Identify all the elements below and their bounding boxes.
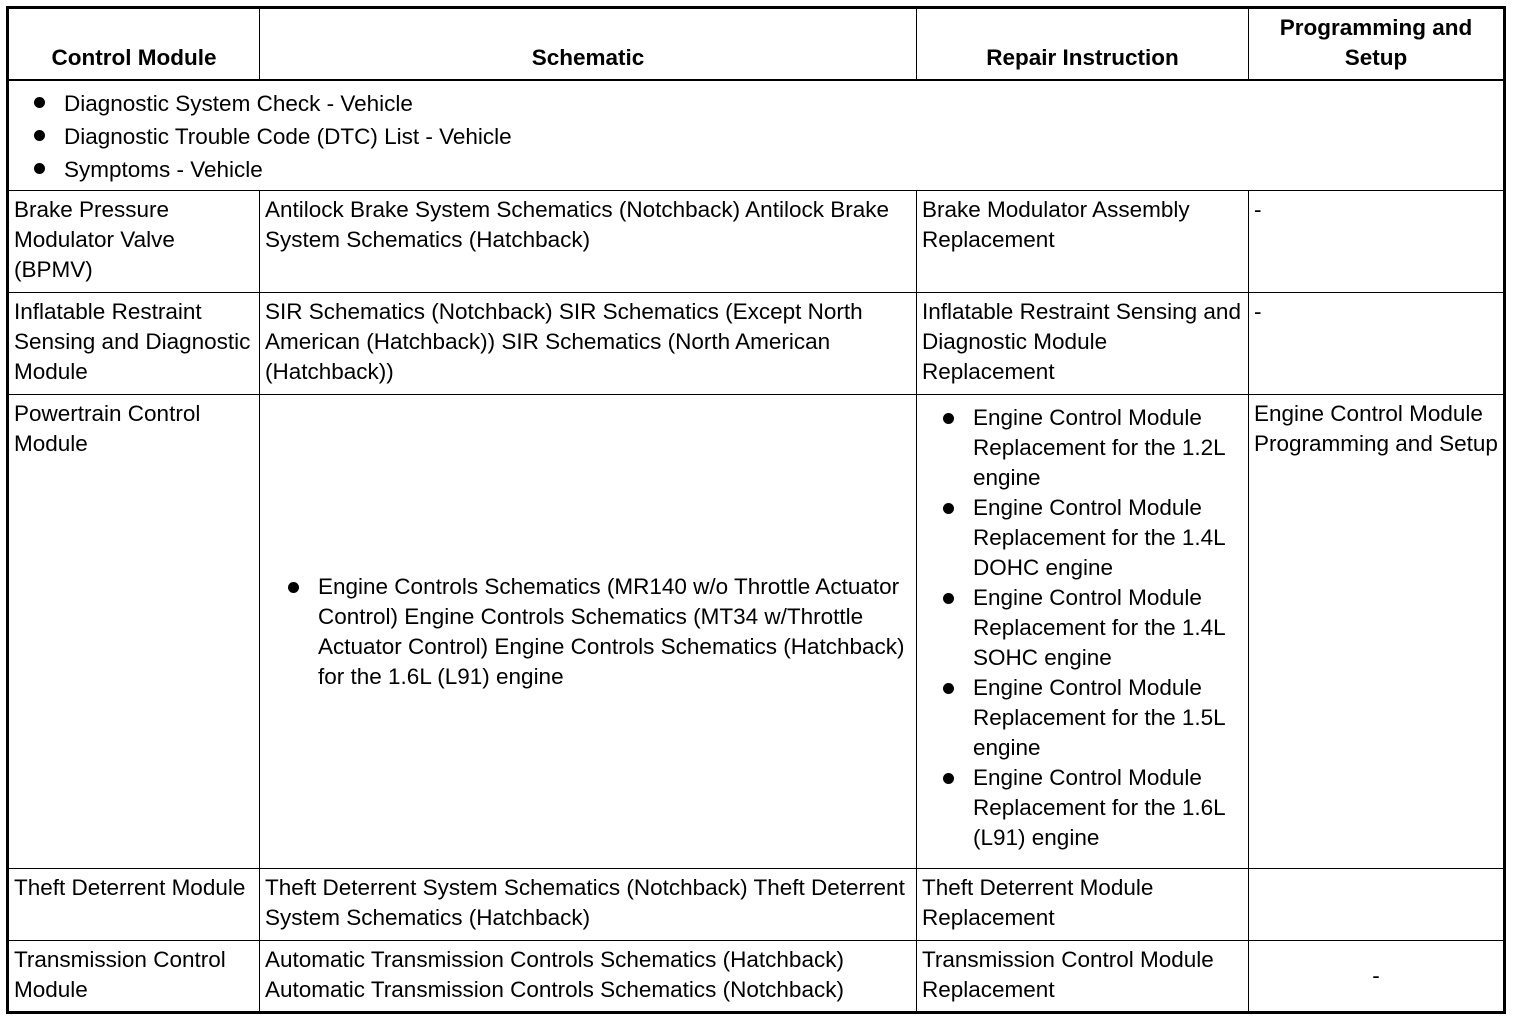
repair-link-theft[interactable]: Theft Deterrent Module Replacement bbox=[917, 869, 1249, 940]
link-diagnostic-system-check[interactable]: Diagnostic System Check - Vehicle bbox=[34, 87, 1498, 120]
repair-link-ecm-1-2l[interactable]: Engine Control Module Replacement for the 1.2L engine bbox=[943, 403, 1243, 493]
schematic-list-pcm bbox=[288, 572, 908, 692]
repair-link-ecm-1-5l[interactable]: Engine Control Module Replacement for the 1.5L engine bbox=[943, 673, 1243, 763]
schematic-cell-pcm bbox=[260, 395, 917, 868]
repair-link-sir[interactable]: Inflatable Restraint Sensing and Diagnostic Module Replacement bbox=[917, 293, 1249, 394]
module-name-pcm: Powertrain Control Module bbox=[9, 395, 260, 868]
table-row-sir bbox=[9, 293, 1503, 395]
repair-cell-pcm bbox=[917, 395, 1249, 868]
repair-link-ecm-1-6l-l91[interactable]: Engine Control Module Replacement for the 1.6L (L91) engine bbox=[943, 763, 1243, 853]
table-row-theft bbox=[9, 869, 1503, 941]
header-repair-instruction: Repair Instruction bbox=[917, 9, 1249, 79]
schematic-link-theft[interactable]: Theft Deterrent System Schematics (Notchback) Theft Deterrent System Schematics (Hatchback) bbox=[260, 869, 917, 940]
schematic-link-bpmv[interactable]: Antilock Brake System Schematics (Notchback) Antilock Brake System Schematics (Hatchback) bbox=[260, 191, 917, 292]
programming-theft bbox=[1249, 869, 1503, 940]
programming-sir: - bbox=[1254, 299, 1262, 324]
repair-link-tcm[interactable]: Transmission Control Module Replacement bbox=[917, 941, 1249, 1011]
programming-link-pcm[interactable]: Engine Control Module Programming and Setup bbox=[1254, 401, 1498, 456]
programming-bpmv: - bbox=[1254, 197, 1262, 222]
general-links-row bbox=[9, 81, 1503, 191]
module-name-tcm: Transmission Control Module bbox=[9, 941, 260, 1011]
repair-link-ecm-1-4l-dohc[interactable]: Engine Control Module Replacement for the 1.4L DOHC engine bbox=[943, 493, 1243, 583]
link-dtc-list[interactable]: Diagnostic Trouble Code (DTC) List - Vehicle bbox=[34, 120, 1498, 153]
table-header-row bbox=[9, 9, 1503, 81]
schematic-link-tcm[interactable]: Automatic Transmission Controls Schematics (Hatchback) Automatic Transmission Controls Schematics (Notchback) bbox=[260, 941, 917, 1011]
repair-link-bpmv[interactable]: Brake Modulator Assembly Replacement bbox=[917, 191, 1249, 292]
link-symptoms[interactable]: Symptoms - Vehicle bbox=[34, 153, 1498, 186]
schematic-link-sir[interactable]: SIR Schematics (Notchback) SIR Schematics (Except North American (Hatchback)) SIR Schematics (North American (Hatchback)) bbox=[260, 293, 917, 394]
table-row-tcm bbox=[9, 941, 1503, 1011]
general-links-cell bbox=[9, 81, 1503, 190]
header-programming-setup: Programming and Setup bbox=[1279, 15, 1473, 70]
programming-tcm: - bbox=[1372, 963, 1380, 988]
general-links-list bbox=[34, 87, 1498, 186]
table-row-bpmv bbox=[9, 191, 1503, 293]
table-row-pcm bbox=[9, 395, 1503, 869]
module-name-bpmv: Brake Pressure Modulator Valve (BPMV) bbox=[9, 191, 260, 292]
schematic-link-pcm[interactable]: Engine Controls Schematics (MR140 w/o Throttle Actuator Control) Engine Controls Schematics (MT34 w/Throttle Actuator Control) Engine Controls Schematics (Hatchback) for the 1.6L (L91) engine bbox=[288, 572, 908, 692]
header-control-module: Control Module bbox=[9, 9, 260, 79]
repair-link-ecm-1-4l-sohc[interactable]: Engine Control Module Replacement for the 1.4L SOHC engine bbox=[943, 583, 1243, 673]
control-module-table bbox=[6, 6, 1506, 1014]
module-name-sir: Inflatable Restraint Sensing and Diagnostic Module bbox=[9, 293, 260, 394]
repair-list-pcm bbox=[943, 403, 1243, 853]
module-name-theft: Theft Deterrent Module bbox=[9, 869, 260, 940]
header-schematic: Schematic bbox=[260, 9, 917, 79]
